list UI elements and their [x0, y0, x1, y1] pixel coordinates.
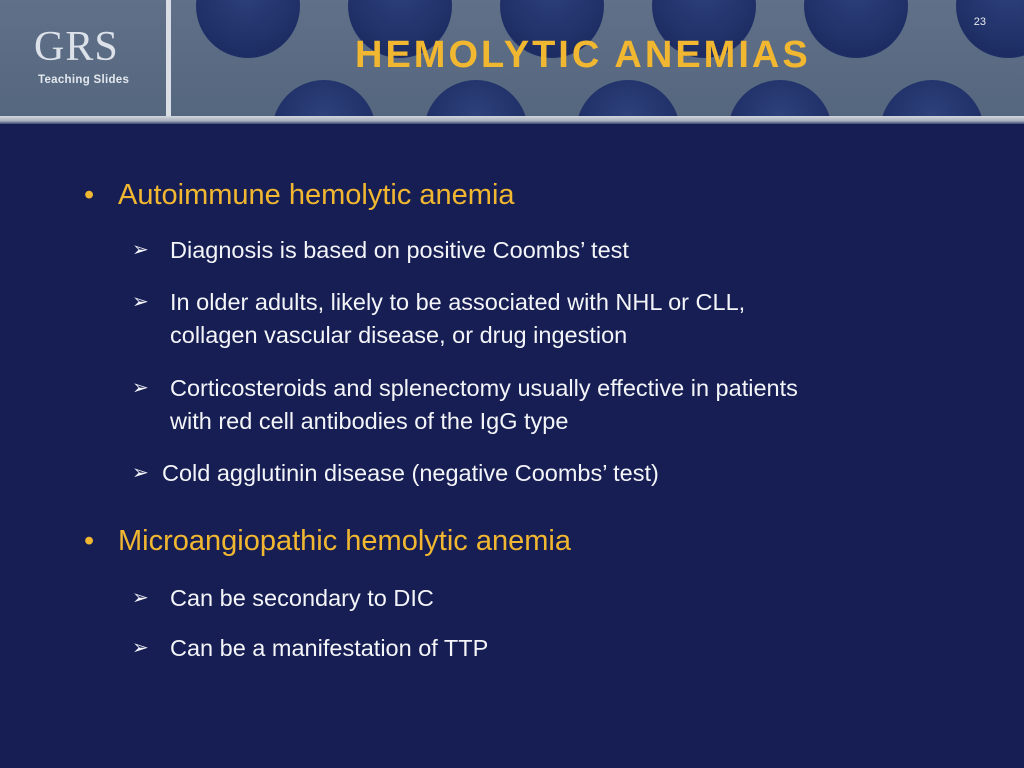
list-item-text: Corticosteroids and splenectomy usually effective in patients	[170, 375, 798, 401]
header-banner	[0, 0, 1024, 116]
arrow-bullet-icon: ➢	[132, 377, 149, 399]
list-item-text: Can be secondary to DIC	[170, 585, 434, 611]
logo-divider	[166, 0, 171, 116]
arrow-bullet-icon: ➢	[132, 462, 149, 484]
logo-subtitle: Teaching Slides	[38, 74, 130, 86]
slide-number: 23	[973, 16, 986, 28]
slide-title: HEMOLYTIC ANEMIAS	[355, 34, 811, 76]
arrow-bullet-icon: ➢	[132, 291, 149, 313]
arrow-bullet-icon: ➢	[132, 587, 149, 609]
section-heading-text: Microangiopathic hemolytic anemia	[118, 525, 571, 557]
arrow-bullet-icon: ➢	[132, 637, 149, 659]
list-item-text: with red cell antibodies of the IgG type	[170, 408, 569, 434]
bullet-icon: •	[84, 525, 95, 557]
list-item-text: In older adults, likely to be associated with NHL or CLL,	[170, 289, 746, 315]
list-item-text: Cold agglutinin disease (negative Coombs’ test)	[162, 460, 659, 486]
bullet-icon: •	[84, 179, 95, 211]
section-heading-text: Autoimmune hemolytic anemia	[118, 179, 515, 211]
header-divider-line	[0, 116, 1024, 124]
list-item-text: Can be a manifestation of TTP	[170, 635, 489, 661]
list-item-text: collagen vascular disease, or drug ingestion	[170, 322, 628, 348]
arrow-bullet-icon: ➢	[132, 239, 149, 261]
logo-text: GRS	[34, 24, 119, 70]
list-item-text: Diagnosis is based on positive Coombs’ test	[170, 237, 629, 263]
